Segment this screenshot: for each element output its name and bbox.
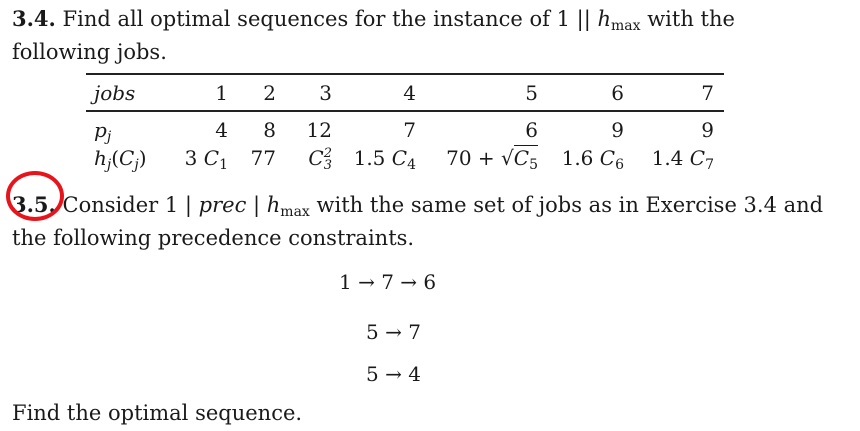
hmax-symbol: $h_{max}$ bbox=[266, 193, 310, 220]
exercise-text-end: with the following jobs. bbox=[12, 7, 735, 64]
processing-time: 6 bbox=[525, 118, 538, 142]
precedence-constraint: 5 → 7 bbox=[366, 320, 421, 344]
cost-function: 77 bbox=[250, 146, 276, 170]
exercise-3-4-text bbox=[12, 6, 832, 65]
highlight-circle bbox=[6, 171, 64, 221]
cost-function: 1.6 $C_6$ bbox=[561, 146, 624, 173]
job-number: 6 bbox=[611, 81, 624, 105]
exercise-3-5-text: 3.5. Consider 1 | prec | $h_{max}$ with the same set of jobs as in Exercise 3.4 and the following precedence constraints. bbox=[12, 192, 824, 250]
cost-function-label: $h_j(C_j)$ bbox=[94, 146, 147, 173]
exercise-number: 3.4. bbox=[12, 6, 56, 31]
processing-time: 4 bbox=[215, 118, 228, 142]
table-mid-rule bbox=[86, 110, 724, 112]
job-number: 5 bbox=[525, 81, 538, 105]
precedence-constraint: 1 → 7 → 6 bbox=[339, 270, 437, 294]
exercise-text: Find all optimal sequences for the instance of 1 || bbox=[62, 7, 598, 31]
cost-function: 1.4 $C_7$ bbox=[651, 146, 714, 173]
processing-time-label: $p_j$ bbox=[94, 118, 112, 145]
job-number: 4 bbox=[403, 81, 416, 105]
cost-function: C 2 3 bbox=[308, 146, 332, 173]
table-header-label: jobs bbox=[94, 81, 136, 105]
cost-function: 3 $C_1$ bbox=[184, 146, 228, 173]
processing-time: 9 bbox=[701, 118, 714, 142]
job-number: 7 bbox=[701, 81, 714, 105]
processing-time: 9 bbox=[611, 118, 624, 142]
processing-time: 8 bbox=[263, 118, 276, 142]
job-number: 2 bbox=[263, 81, 276, 105]
precedence-constraint: 5 → 4 bbox=[366, 362, 421, 386]
hmax-symbol: $h_{max}$ bbox=[597, 7, 641, 34]
job-number: 1 bbox=[215, 81, 228, 105]
job-number: 3 bbox=[319, 81, 332, 105]
processing-time: 12 bbox=[306, 118, 332, 142]
cost-function: 1.5 $C_4$ bbox=[353, 146, 416, 173]
table-top-rule bbox=[86, 73, 724, 75]
final-instruction: Find the optimal sequence. bbox=[12, 401, 303, 425]
prec-symbol: prec bbox=[198, 193, 247, 217]
exercise-number: 3.5. bbox=[12, 192, 56, 217]
processing-time: 7 bbox=[403, 118, 416, 142]
cost-function: $70 + √C_5$ bbox=[446, 146, 538, 173]
